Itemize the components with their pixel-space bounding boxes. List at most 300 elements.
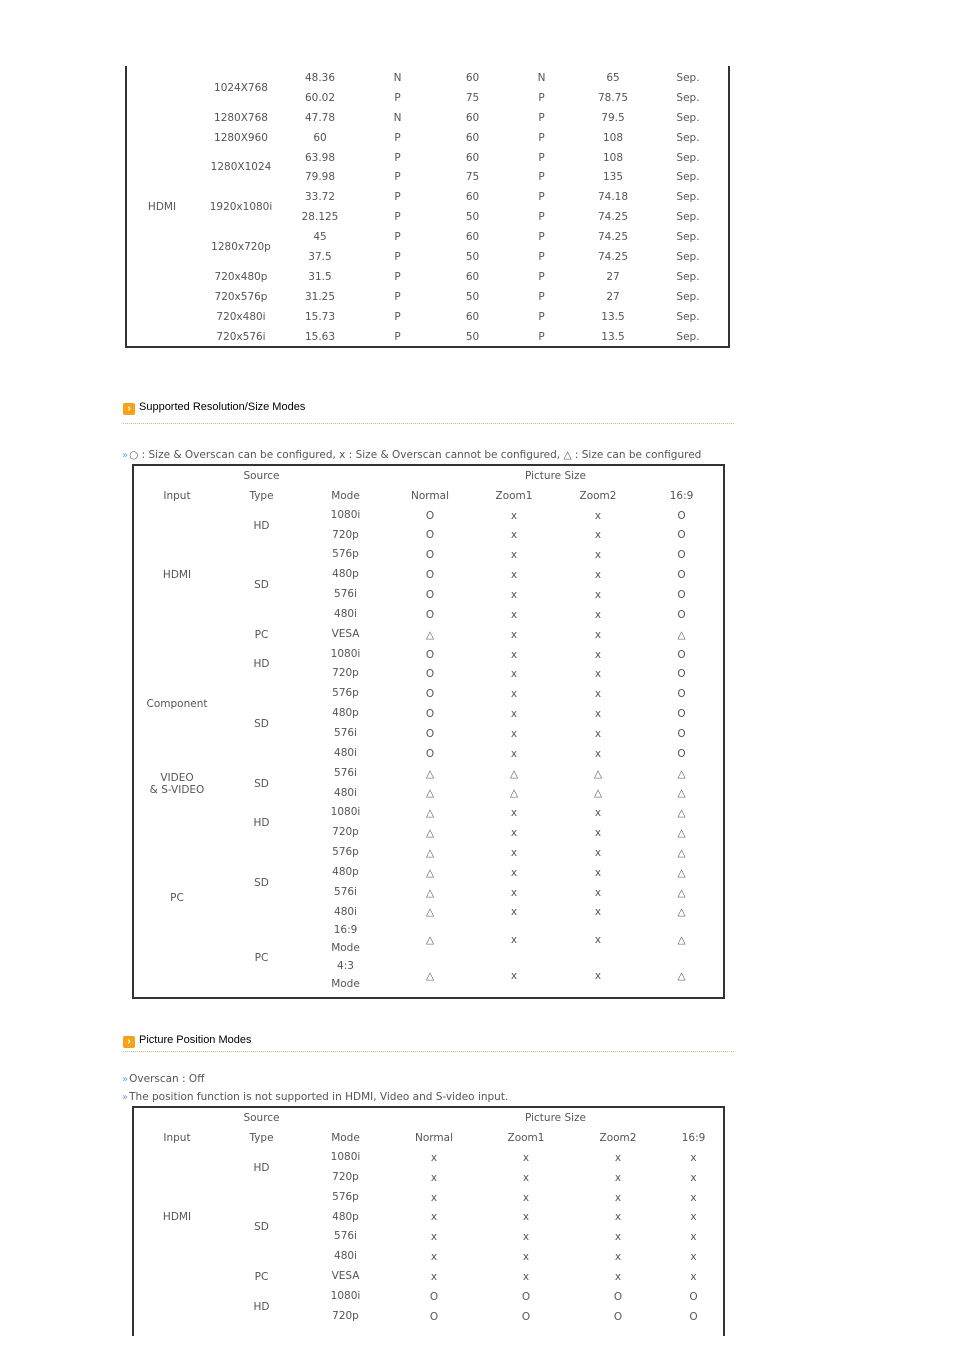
value-cell: O bbox=[425, 727, 435, 740]
timing-clk-cell: 74.18 bbox=[597, 191, 629, 204]
value-cell: △ bbox=[677, 767, 686, 780]
timing-v-cell: 60 bbox=[465, 191, 480, 204]
mode-cell: 576i bbox=[334, 1230, 357, 1243]
table-row bbox=[134, 506, 723, 526]
timing-clk-cell: 13.5 bbox=[601, 310, 625, 323]
header-col: 16:9 bbox=[681, 1131, 706, 1144]
header-mode: Mode bbox=[331, 489, 360, 502]
value-cell: O bbox=[613, 1290, 623, 1303]
value-cell: x bbox=[522, 1151, 530, 1164]
timing-v-cell: 50 bbox=[465, 330, 480, 343]
value-cell: x bbox=[510, 934, 518, 947]
timing-h-cell: 60.02 bbox=[304, 91, 336, 104]
value-cell: x bbox=[522, 1271, 530, 1284]
value-cell: x bbox=[510, 846, 518, 859]
resolution-size-table bbox=[134, 466, 723, 994]
section-title-position bbox=[123, 1034, 252, 1048]
header-input: Input bbox=[163, 489, 191, 502]
value-cell: O bbox=[677, 529, 686, 542]
section-title-resolution bbox=[123, 401, 305, 415]
timing-v-cell: 50 bbox=[465, 250, 480, 263]
timing-h-cell: 45 bbox=[313, 231, 327, 244]
timing-vp-cell: P bbox=[538, 151, 545, 164]
value-cell: x bbox=[510, 648, 518, 661]
value-cell: x bbox=[594, 648, 602, 661]
value-cell: x bbox=[614, 1171, 622, 1184]
value-cell: △ bbox=[425, 886, 435, 899]
value-cell: O bbox=[425, 569, 435, 582]
timing-clk-cell: 108 bbox=[602, 131, 624, 144]
timing-sync-cell: Sep. bbox=[676, 270, 700, 283]
timing-h-cell: 28.125 bbox=[301, 211, 339, 224]
timing-hp-cell: P bbox=[394, 191, 401, 204]
timing-h-cell: 15.73 bbox=[304, 310, 336, 323]
mode-cell: 16:9 Mode bbox=[331, 924, 360, 955]
value-cell: x bbox=[614, 1271, 622, 1284]
table-row bbox=[134, 684, 723, 704]
section-title-text: Picture Position Modes bbox=[139, 1034, 252, 1046]
mode-cell: 1080i bbox=[330, 1150, 361, 1163]
timing-vp-cell: P bbox=[538, 211, 545, 224]
value-cell: O bbox=[429, 1310, 439, 1323]
value-cell: x bbox=[510, 569, 518, 582]
timing-vp-cell: P bbox=[538, 270, 545, 283]
value-cell: x bbox=[594, 588, 602, 601]
header-mode: Mode bbox=[331, 1131, 360, 1144]
timing-v-cell: 75 bbox=[465, 171, 480, 184]
value-cell: x bbox=[510, 827, 518, 840]
resolution-cell: 720x480p bbox=[214, 270, 268, 283]
value-cell: △ bbox=[677, 906, 686, 919]
value-cell: x bbox=[430, 1151, 438, 1164]
position-note bbox=[122, 1091, 508, 1103]
type-cell: PC bbox=[254, 628, 269, 641]
timing-vp-cell: P bbox=[538, 91, 545, 104]
value-cell: x bbox=[614, 1231, 622, 1244]
value-cell: x bbox=[510, 969, 518, 982]
timing-sync-cell: Sep. bbox=[676, 91, 700, 104]
timing-hp-cell: P bbox=[394, 151, 401, 164]
mode-cell: 576p bbox=[332, 548, 359, 561]
table-row bbox=[127, 108, 728, 128]
timing-clk-cell: 78.75 bbox=[597, 91, 629, 104]
timing-v-cell: 60 bbox=[465, 151, 480, 164]
resolution-cell: 720x480i bbox=[216, 310, 266, 323]
value-cell: △ bbox=[509, 787, 519, 800]
timing-sync-cell: Sep. bbox=[676, 131, 700, 144]
timing-vp-cell: P bbox=[538, 250, 545, 263]
table-row bbox=[127, 227, 728, 247]
mode-cell: 480p bbox=[332, 865, 359, 878]
value-cell: x bbox=[430, 1271, 438, 1284]
timing-sync-cell: Sep. bbox=[676, 71, 700, 84]
mode-cell: 720p bbox=[332, 1309, 359, 1322]
value-cell: x bbox=[430, 1171, 438, 1184]
value-cell: x bbox=[614, 1211, 622, 1224]
timing-v-cell: 50 bbox=[465, 211, 480, 224]
timing-vp-cell: P bbox=[538, 231, 545, 244]
mode-cell: 720p bbox=[332, 528, 359, 541]
header-row bbox=[134, 1108, 723, 1128]
header-empty bbox=[134, 1108, 220, 1128]
header-row bbox=[134, 486, 723, 506]
timing-vp-cell: P bbox=[538, 131, 545, 144]
value-cell: x bbox=[522, 1251, 530, 1264]
value-cell: O bbox=[613, 1310, 623, 1323]
value-cell: △ bbox=[425, 628, 435, 641]
table-row bbox=[134, 764, 723, 784]
timing-clk-cell: 65 bbox=[606, 71, 620, 84]
table-row bbox=[134, 545, 723, 565]
value-cell: O bbox=[425, 668, 435, 681]
table-row bbox=[127, 327, 728, 347]
value-cell: x bbox=[510, 727, 518, 740]
timing-v-cell: 60 bbox=[465, 270, 480, 283]
resolution-cell: 1920x1080i bbox=[209, 201, 273, 214]
mode-cell: 576i bbox=[334, 885, 357, 898]
table-row bbox=[134, 1148, 723, 1168]
value-cell: x bbox=[510, 668, 518, 681]
timing-clk-cell: 13.5 bbox=[601, 330, 625, 343]
timing-sync-cell: Sep. bbox=[676, 111, 700, 124]
value-cell: O bbox=[425, 708, 435, 721]
value-cell: x bbox=[690, 1271, 697, 1284]
timing-sync-cell: Sep. bbox=[676, 151, 700, 164]
orange-arrow-icon: › bbox=[123, 1036, 135, 1048]
timing-v-cell: 60 bbox=[465, 111, 480, 124]
mode-cell: 1080i bbox=[330, 806, 361, 819]
value-cell: x bbox=[510, 628, 518, 641]
timing-table-container bbox=[125, 66, 730, 348]
value-cell: x bbox=[594, 866, 602, 879]
timing-hp-cell: P bbox=[394, 270, 401, 283]
value-cell: x bbox=[430, 1231, 438, 1244]
legend-note-text: ○ : Size & Overscan can be configured, x : Size & Overscan cannot be configured, △ : Size can be configured bbox=[129, 449, 702, 461]
table-row bbox=[127, 267, 728, 287]
chevron-right-icon: » bbox=[122, 1092, 129, 1103]
table-row bbox=[134, 1267, 723, 1287]
timing-h-cell: 31.5 bbox=[308, 270, 332, 283]
input-cell: HDMI bbox=[162, 1211, 192, 1224]
header-col: 16:9 bbox=[669, 489, 694, 502]
timing-sync-cell: Sep. bbox=[676, 191, 700, 204]
mode-cell: 480p bbox=[332, 568, 359, 581]
value-cell: △ bbox=[425, 969, 435, 982]
type-cell: HD bbox=[253, 1300, 270, 1313]
timing-sync-cell: Sep. bbox=[676, 310, 700, 323]
value-cell: x bbox=[594, 807, 602, 820]
value-cell: x bbox=[614, 1251, 622, 1264]
timing-sync-cell: Sep. bbox=[676, 250, 700, 263]
value-cell: x bbox=[594, 886, 602, 899]
timing-v-cell: 60 bbox=[465, 131, 480, 144]
type-cell: PC bbox=[254, 952, 269, 964]
timing-hp-cell: P bbox=[394, 231, 401, 244]
timing-clk-cell: 79.5 bbox=[601, 111, 625, 124]
value-cell: O bbox=[677, 569, 686, 582]
value-cell: O bbox=[677, 608, 686, 621]
value-cell: x bbox=[690, 1231, 697, 1244]
mode-cell: 4:3 Mode bbox=[331, 960, 360, 990]
header-col: Zoom1 bbox=[507, 1131, 545, 1144]
mode-cell: 1080i bbox=[330, 508, 361, 521]
value-cell: x bbox=[614, 1151, 622, 1164]
value-cell: x bbox=[594, 906, 602, 919]
table-row bbox=[127, 307, 728, 327]
timing-h-cell: 33.72 bbox=[304, 191, 336, 204]
input-cell: PC bbox=[170, 892, 184, 905]
timing-clk-cell: 27 bbox=[606, 270, 620, 283]
value-cell: △ bbox=[677, 846, 686, 859]
value-cell: x bbox=[594, 608, 602, 621]
value-cell: x bbox=[510, 747, 518, 760]
value-cell: x bbox=[510, 866, 518, 879]
value-cell: O bbox=[425, 588, 435, 601]
value-cell: △ bbox=[593, 767, 603, 780]
timing-hp-cell: P bbox=[394, 310, 401, 323]
value-cell: x bbox=[510, 588, 518, 601]
value-cell: x bbox=[690, 1151, 697, 1164]
value-cell: x bbox=[522, 1171, 530, 1184]
timing-vp-cell: N bbox=[537, 71, 546, 84]
value-cell: △ bbox=[425, 906, 435, 919]
position-mode-table bbox=[134, 1108, 723, 1327]
header-col: Zoom1 bbox=[495, 489, 533, 502]
timing-vp-cell: P bbox=[538, 171, 545, 184]
type-cell: SD bbox=[254, 876, 269, 889]
type-cell: HD bbox=[253, 1161, 270, 1174]
timing-sync-cell: Sep. bbox=[676, 211, 700, 224]
value-cell: x bbox=[594, 569, 602, 582]
timing-sync-cell: Sep. bbox=[676, 171, 700, 184]
type-cell: HD bbox=[253, 519, 270, 532]
value-cell: x bbox=[690, 1251, 697, 1264]
input-group-cell: HDMI bbox=[147, 201, 177, 214]
value-cell: x bbox=[510, 509, 518, 522]
timing-hp-cell: P bbox=[394, 171, 401, 184]
value-cell: x bbox=[510, 549, 518, 562]
position-mode-table-container bbox=[132, 1106, 725, 1336]
value-cell: O bbox=[425, 608, 435, 621]
mode-cell: 576p bbox=[332, 846, 359, 859]
timing-v-cell: 75 bbox=[465, 91, 480, 104]
header-type: Type bbox=[249, 489, 274, 502]
mode-cell: 576p bbox=[332, 1190, 359, 1203]
resolution-cell: 720x576i bbox=[216, 330, 266, 343]
mode-cell: VESA bbox=[331, 1270, 360, 1283]
timing-h-cell: 60 bbox=[313, 131, 327, 144]
value-cell: x bbox=[522, 1231, 530, 1244]
overscan-note bbox=[122, 1073, 204, 1085]
value-cell: x bbox=[594, 509, 602, 522]
timing-hp-cell: N bbox=[393, 71, 402, 84]
header-empty bbox=[303, 466, 388, 486]
mode-cell: 720p bbox=[332, 1170, 359, 1183]
value-cell: x bbox=[594, 747, 602, 760]
header-row bbox=[134, 466, 723, 486]
timing-vp-cell: P bbox=[538, 310, 545, 323]
legend-note bbox=[122, 449, 701, 461]
value-cell: △ bbox=[425, 787, 435, 800]
header-type: Type bbox=[249, 1131, 274, 1144]
value-cell: △ bbox=[677, 827, 686, 840]
resolution-cell: 720x576p bbox=[214, 290, 268, 303]
value-cell: O bbox=[425, 549, 435, 562]
timing-hp-cell: P bbox=[394, 330, 401, 343]
value-cell: x bbox=[594, 827, 602, 840]
value-cell: △ bbox=[425, 827, 435, 840]
timing-sync-cell: Sep. bbox=[676, 330, 700, 343]
timing-clk-cell: 108 bbox=[602, 151, 624, 164]
value-cell: O bbox=[429, 1290, 439, 1303]
mode-cell: 480i bbox=[334, 786, 357, 799]
header-col: Zoom2 bbox=[599, 1131, 637, 1144]
header-row bbox=[134, 1128, 723, 1148]
value-cell: x bbox=[510, 886, 518, 899]
mode-cell: 576i bbox=[334, 588, 357, 601]
value-cell: △ bbox=[425, 934, 435, 947]
value-cell: △ bbox=[677, 866, 686, 879]
mode-cell: 1080i bbox=[330, 1290, 361, 1303]
header-col: Normal bbox=[411, 489, 449, 502]
chevron-right-icon: » bbox=[122, 1074, 129, 1085]
value-cell: x bbox=[522, 1211, 530, 1224]
value-cell: O bbox=[677, 668, 686, 681]
timing-clk-cell: 27 bbox=[606, 290, 620, 303]
value-cell: x bbox=[430, 1251, 438, 1264]
timing-hp-cell: N bbox=[393, 111, 402, 124]
timing-hp-cell: P bbox=[394, 211, 401, 224]
mode-cell: 480i bbox=[334, 905, 357, 918]
value-cell: x bbox=[690, 1211, 697, 1224]
timing-h-cell: 37.5 bbox=[308, 250, 332, 263]
type-cell: PC bbox=[254, 1271, 269, 1284]
dotted-divider bbox=[123, 423, 734, 424]
mode-cell: 480i bbox=[334, 607, 357, 620]
timing-vp-cell: P bbox=[538, 330, 545, 343]
timing-hp-cell: P bbox=[394, 131, 401, 144]
value-cell: x bbox=[594, 708, 602, 721]
resolution-cell: 1280X960 bbox=[214, 131, 268, 144]
value-cell: x bbox=[594, 549, 602, 562]
value-cell: O bbox=[425, 747, 435, 760]
value-cell: △ bbox=[677, 787, 686, 800]
mode-cell: 720p bbox=[332, 826, 359, 839]
chevron-right-icon: » bbox=[122, 450, 129, 461]
value-cell: △ bbox=[425, 846, 435, 859]
value-cell: x bbox=[430, 1191, 438, 1204]
value-cell: O bbox=[425, 688, 435, 701]
timing-table bbox=[127, 68, 728, 346]
value-cell: O bbox=[677, 588, 686, 601]
value-cell: △ bbox=[677, 969, 686, 982]
header-input: Input bbox=[163, 1131, 191, 1144]
value-cell: O bbox=[425, 529, 435, 542]
table-row bbox=[127, 148, 728, 168]
timing-sync-cell: Sep. bbox=[676, 231, 700, 244]
type-cell: SD bbox=[254, 579, 269, 592]
value-cell: △ bbox=[677, 628, 686, 641]
value-cell: x bbox=[510, 608, 518, 621]
value-cell: △ bbox=[677, 886, 686, 899]
value-cell: O bbox=[677, 747, 686, 760]
value-cell: O bbox=[689, 1310, 698, 1323]
value-cell: x bbox=[430, 1211, 438, 1224]
value-cell: x bbox=[510, 906, 518, 919]
header-empty bbox=[303, 1108, 388, 1128]
value-cell: △ bbox=[677, 934, 686, 947]
timing-h-cell: 15.63 bbox=[304, 330, 336, 343]
value-cell: x bbox=[614, 1191, 622, 1204]
orange-arrow-icon: › bbox=[123, 403, 135, 415]
header-picture-size: Picture Size bbox=[525, 469, 587, 482]
timing-vp-cell: P bbox=[538, 111, 545, 124]
timing-clk-cell: 74.25 bbox=[597, 231, 629, 244]
mode-cell: 576p bbox=[332, 687, 359, 700]
value-cell: △ bbox=[677, 807, 686, 820]
value-cell: x bbox=[690, 1171, 697, 1184]
timing-clk-cell: 74.25 bbox=[597, 250, 629, 263]
timing-hp-cell: P bbox=[394, 250, 401, 263]
header-col: Normal bbox=[415, 1131, 453, 1144]
resolution-cell: 1280X768 bbox=[214, 111, 268, 124]
input-cell: Component bbox=[146, 698, 208, 711]
value-cell: O bbox=[677, 688, 686, 701]
timing-clk-cell: 74.25 bbox=[597, 211, 629, 224]
header-source: Source bbox=[243, 1111, 280, 1124]
value-cell: O bbox=[521, 1310, 531, 1323]
resolution-size-table-container bbox=[132, 464, 725, 999]
timing-hp-cell: P bbox=[394, 91, 401, 104]
timing-hp-cell: P bbox=[394, 290, 401, 303]
resolution-cell: 1280x720p bbox=[211, 241, 271, 254]
value-cell: x bbox=[510, 807, 518, 820]
timing-v-cell: 60 bbox=[465, 310, 480, 323]
mode-cell: 720p bbox=[332, 667, 359, 680]
table-row bbox=[127, 68, 728, 88]
overscan-note-text: Overscan : Off bbox=[129, 1073, 205, 1085]
value-cell: △ bbox=[425, 767, 435, 780]
timing-h-cell: 48.36 bbox=[304, 71, 336, 84]
value-cell: x bbox=[510, 529, 518, 542]
timing-v-cell: 60 bbox=[465, 231, 480, 244]
value-cell: O bbox=[689, 1290, 698, 1303]
value-cell: △ bbox=[509, 767, 519, 780]
mode-cell: 576i bbox=[334, 726, 357, 739]
value-cell: x bbox=[594, 934, 602, 947]
value-cell: O bbox=[521, 1290, 531, 1303]
input-cell: HDMI bbox=[162, 569, 192, 582]
timing-v-cell: 50 bbox=[465, 290, 480, 303]
mode-cell: 480p bbox=[332, 1210, 359, 1223]
timing-h-cell: 47.78 bbox=[304, 111, 336, 124]
table-row bbox=[127, 187, 728, 207]
value-cell: O bbox=[677, 708, 686, 721]
value-cell: △ bbox=[425, 866, 435, 879]
value-cell: x bbox=[510, 688, 518, 701]
type-cell: SD bbox=[254, 777, 269, 790]
value-cell: x bbox=[594, 969, 602, 982]
timing-vp-cell: P bbox=[538, 290, 545, 303]
mode-cell: 480p bbox=[332, 707, 359, 720]
type-cell: SD bbox=[254, 717, 269, 730]
value-cell: △ bbox=[593, 787, 603, 800]
value-cell: x bbox=[594, 846, 602, 859]
value-cell: O bbox=[677, 648, 686, 661]
input-cell: VIDEO & S-VIDEO bbox=[149, 771, 205, 796]
table-row bbox=[134, 803, 723, 823]
resolution-cell: 1280X1024 bbox=[210, 161, 272, 174]
